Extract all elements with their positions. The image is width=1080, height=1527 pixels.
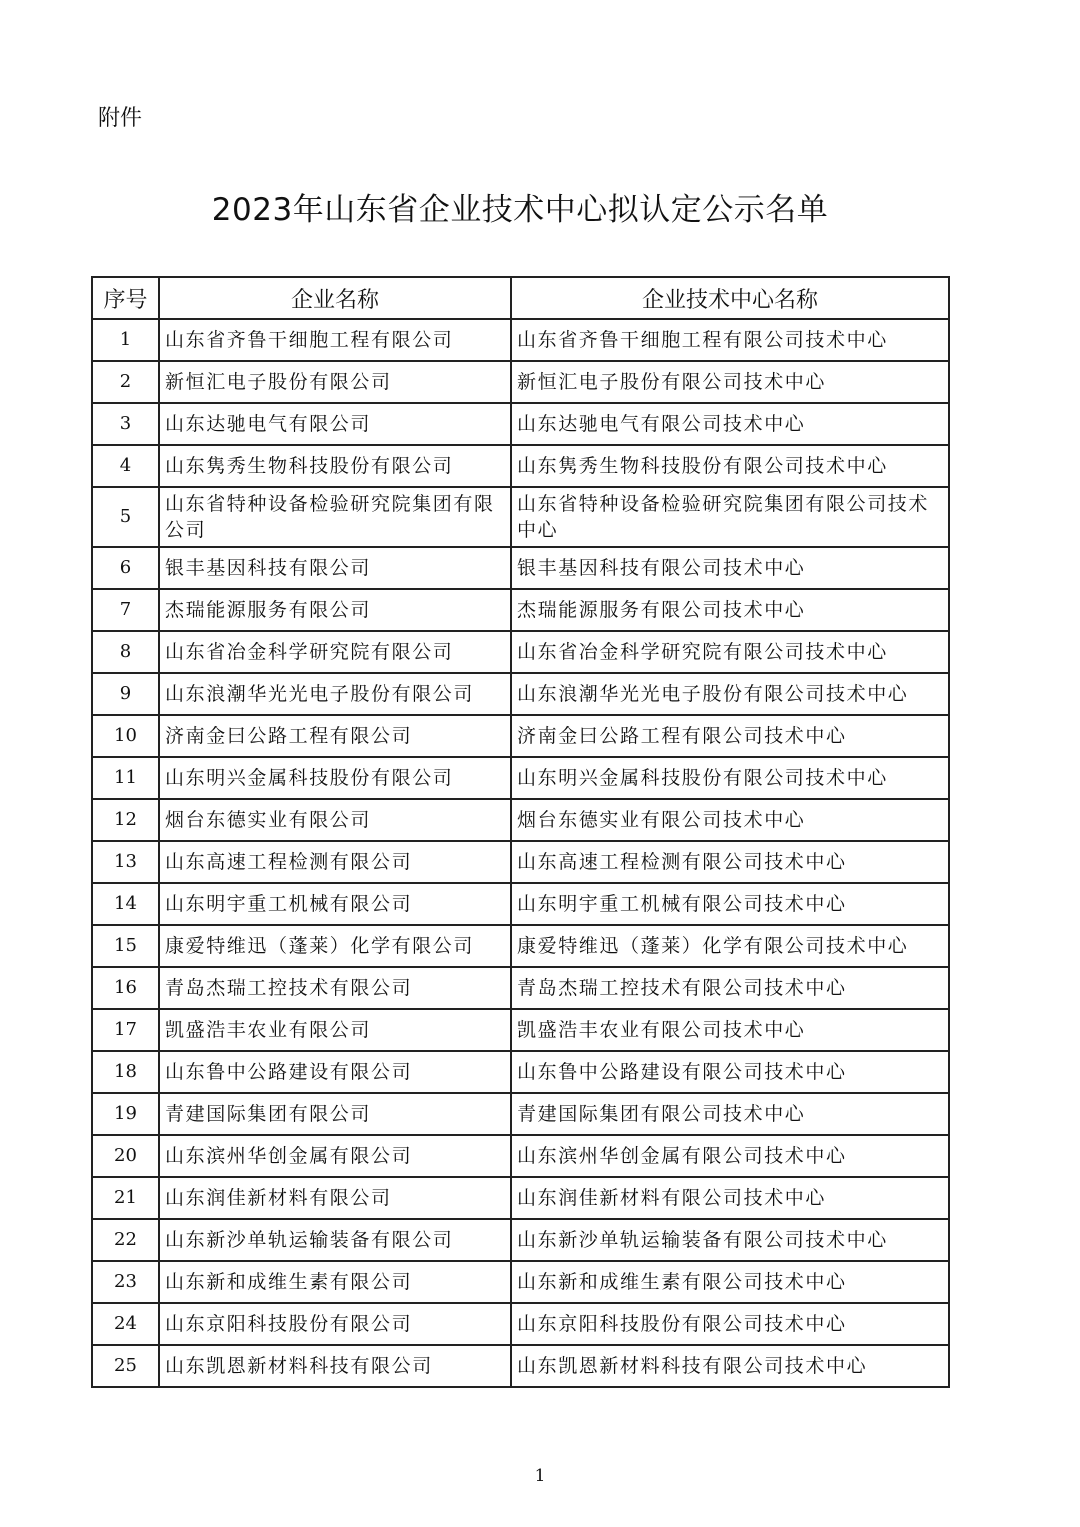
- tech-center-name: 山东省特种设备检验研究院集团有限公司技术中心: [511, 487, 949, 547]
- table-row: [92, 445, 949, 487]
- enterprise-name: 新恒汇电子股份有限公司: [159, 361, 511, 403]
- table-row: [92, 1051, 949, 1093]
- row-number: 3: [92, 403, 159, 445]
- table-row: [92, 361, 949, 403]
- row-number: 16: [92, 967, 159, 1009]
- tech-center-name: 烟台东德实业有限公司技术中心: [511, 799, 949, 841]
- tech-center-name: 山东省齐鲁干细胞工程有限公司技术中心: [511, 319, 949, 361]
- row-number: 12: [92, 799, 159, 841]
- table-row: [92, 883, 949, 925]
- column-header-no: 序号: [92, 277, 159, 319]
- tech-center-name: 青建国际集团有限公司技术中心: [511, 1093, 949, 1135]
- tech-center-name: 山东高速工程检测有限公司技术中心: [511, 841, 949, 883]
- enterprise-name: 山东隽秀生物科技股份有限公司: [159, 445, 511, 487]
- table-row: [92, 967, 949, 1009]
- row-number: 1: [92, 319, 159, 361]
- row-number: 20: [92, 1135, 159, 1177]
- tech-center-name: 康爱特维迅（蓬莱）化学有限公司技术中心: [511, 925, 949, 967]
- enterprise-name: 烟台东德实业有限公司: [159, 799, 511, 841]
- enterprise-name: 青岛杰瑞工控技术有限公司: [159, 967, 511, 1009]
- enterprise-name: 山东高速工程检测有限公司: [159, 841, 511, 883]
- tech-center-name: 新恒汇电子股份有限公司技术中心: [511, 361, 949, 403]
- tech-center-name: 杰瑞能源服务有限公司技术中心: [511, 589, 949, 631]
- tech-center-name: 济南金曰公路工程有限公司技术中心: [511, 715, 949, 757]
- enterprise-name: 山东新和成维生素有限公司: [159, 1261, 511, 1303]
- table-row: [92, 1261, 949, 1303]
- table-row: [92, 589, 949, 631]
- enterprise-name: 康爱特维迅（蓬莱）化学有限公司: [159, 925, 511, 967]
- row-number: 22: [92, 1219, 159, 1261]
- row-number: 17: [92, 1009, 159, 1051]
- row-number: 15: [92, 925, 159, 967]
- table-row: [92, 841, 949, 883]
- tech-center-name: 山东新和成维生素有限公司技术中心: [511, 1261, 949, 1303]
- row-number: 5: [92, 487, 159, 547]
- tech-center-name: 山东润佳新材料有限公司技术中心: [511, 1177, 949, 1219]
- column-header-center: 企业技术中心名称: [511, 277, 949, 319]
- table-row: [92, 757, 949, 799]
- enterprise-name: 山东润佳新材料有限公司: [159, 1177, 511, 1219]
- tech-center-name: 银丰基因科技有限公司技术中心: [511, 547, 949, 589]
- table-row: [92, 319, 949, 361]
- tech-center-name: 山东隽秀生物科技股份有限公司技术中心: [511, 445, 949, 487]
- tech-center-name: 山东省冶金科学研究院有限公司技术中心: [511, 631, 949, 673]
- enterprise-name: 山东鲁中公路建设有限公司: [159, 1051, 511, 1093]
- table-row: [92, 547, 949, 589]
- row-number: 23: [92, 1261, 159, 1303]
- tech-center-name: 山东新沙单轨运输装备有限公司技术中心: [511, 1219, 949, 1261]
- enterprise-name: 山东京阳科技股份有限公司: [159, 1303, 511, 1345]
- row-number: 19: [92, 1093, 159, 1135]
- page-number: 1: [534, 1466, 546, 1486]
- table-row: [92, 1177, 949, 1219]
- page-title: 2023年山东省企业技术中心拟认定公示名单: [211, 192, 829, 228]
- enterprise-name: 山东省冶金科学研究院有限公司: [159, 631, 511, 673]
- row-number: 2: [92, 361, 159, 403]
- enterprise-name: 山东浪潮华光光电子股份有限公司: [159, 673, 511, 715]
- enterprise-name: 山东省齐鲁干细胞工程有限公司: [159, 319, 511, 361]
- row-number: 7: [92, 589, 159, 631]
- attachment-label: 附件: [98, 106, 143, 131]
- enterprise-table: [91, 276, 950, 1388]
- tech-center-name: 山东凯恩新材料科技有限公司技术中心: [511, 1345, 949, 1387]
- table-row: [92, 1345, 949, 1387]
- tech-center-name: 山东京阳科技股份有限公司技术中心: [511, 1303, 949, 1345]
- tech-center-name: 山东明兴金属科技股份有限公司技术中心: [511, 757, 949, 799]
- table-row: [92, 1009, 949, 1051]
- enterprise-name: 山东凯恩新材料科技有限公司: [159, 1345, 511, 1387]
- row-number: 21: [92, 1177, 159, 1219]
- tech-center-name: 山东鲁中公路建设有限公司技术中心: [511, 1051, 949, 1093]
- table-row: [92, 1303, 949, 1345]
- enterprise-name: 山东省特种设备检验研究院集团有限公司: [159, 487, 511, 547]
- table-header-row: [92, 277, 949, 319]
- row-number: 13: [92, 841, 159, 883]
- enterprise-name: 凯盛浩丰农业有限公司: [159, 1009, 511, 1051]
- enterprise-name: 山东明宇重工机械有限公司: [159, 883, 511, 925]
- enterprise-name: 济南金曰公路工程有限公司: [159, 715, 511, 757]
- row-number: 4: [92, 445, 159, 487]
- tech-center-name: 山东浪潮华光光电子股份有限公司技术中心: [511, 673, 949, 715]
- row-number: 24: [92, 1303, 159, 1345]
- table-row: [92, 631, 949, 673]
- row-number: 18: [92, 1051, 159, 1093]
- table-row: [92, 403, 949, 445]
- tech-center-name: 凯盛浩丰农业有限公司技术中心: [511, 1009, 949, 1051]
- table-row: [92, 1093, 949, 1135]
- row-number: 14: [92, 883, 159, 925]
- enterprise-name: 银丰基因科技有限公司: [159, 547, 511, 589]
- row-number: 8: [92, 631, 159, 673]
- table-row: [92, 715, 949, 757]
- tech-center-name: 山东达驰电气有限公司技术中心: [511, 403, 949, 445]
- table-row: [92, 799, 949, 841]
- row-number: 10: [92, 715, 159, 757]
- table-row: [92, 1219, 949, 1261]
- enterprise-name: 山东达驰电气有限公司: [159, 403, 511, 445]
- table-body: [92, 319, 949, 1387]
- row-number: 11: [92, 757, 159, 799]
- table-row: [92, 673, 949, 715]
- table-row: [92, 925, 949, 967]
- tech-center-name: 山东滨州华创金属有限公司技术中心: [511, 1135, 949, 1177]
- column-header-name: 企业名称: [159, 277, 511, 319]
- row-number: 25: [92, 1345, 159, 1387]
- enterprise-name: 山东明兴金属科技股份有限公司: [159, 757, 511, 799]
- tech-center-name: 青岛杰瑞工控技术有限公司技术中心: [511, 967, 949, 1009]
- enterprise-name: 青建国际集团有限公司: [159, 1093, 511, 1135]
- row-number: 6: [92, 547, 159, 589]
- row-number: 9: [92, 673, 159, 715]
- table-row: [92, 1135, 949, 1177]
- enterprise-name: 山东滨州华创金属有限公司: [159, 1135, 511, 1177]
- enterprise-name: 山东新沙单轨运输装备有限公司: [159, 1219, 511, 1261]
- tech-center-name: 山东明宇重工机械有限公司技术中心: [511, 883, 949, 925]
- enterprise-name: 杰瑞能源服务有限公司: [159, 589, 511, 631]
- table-row: [92, 487, 949, 547]
